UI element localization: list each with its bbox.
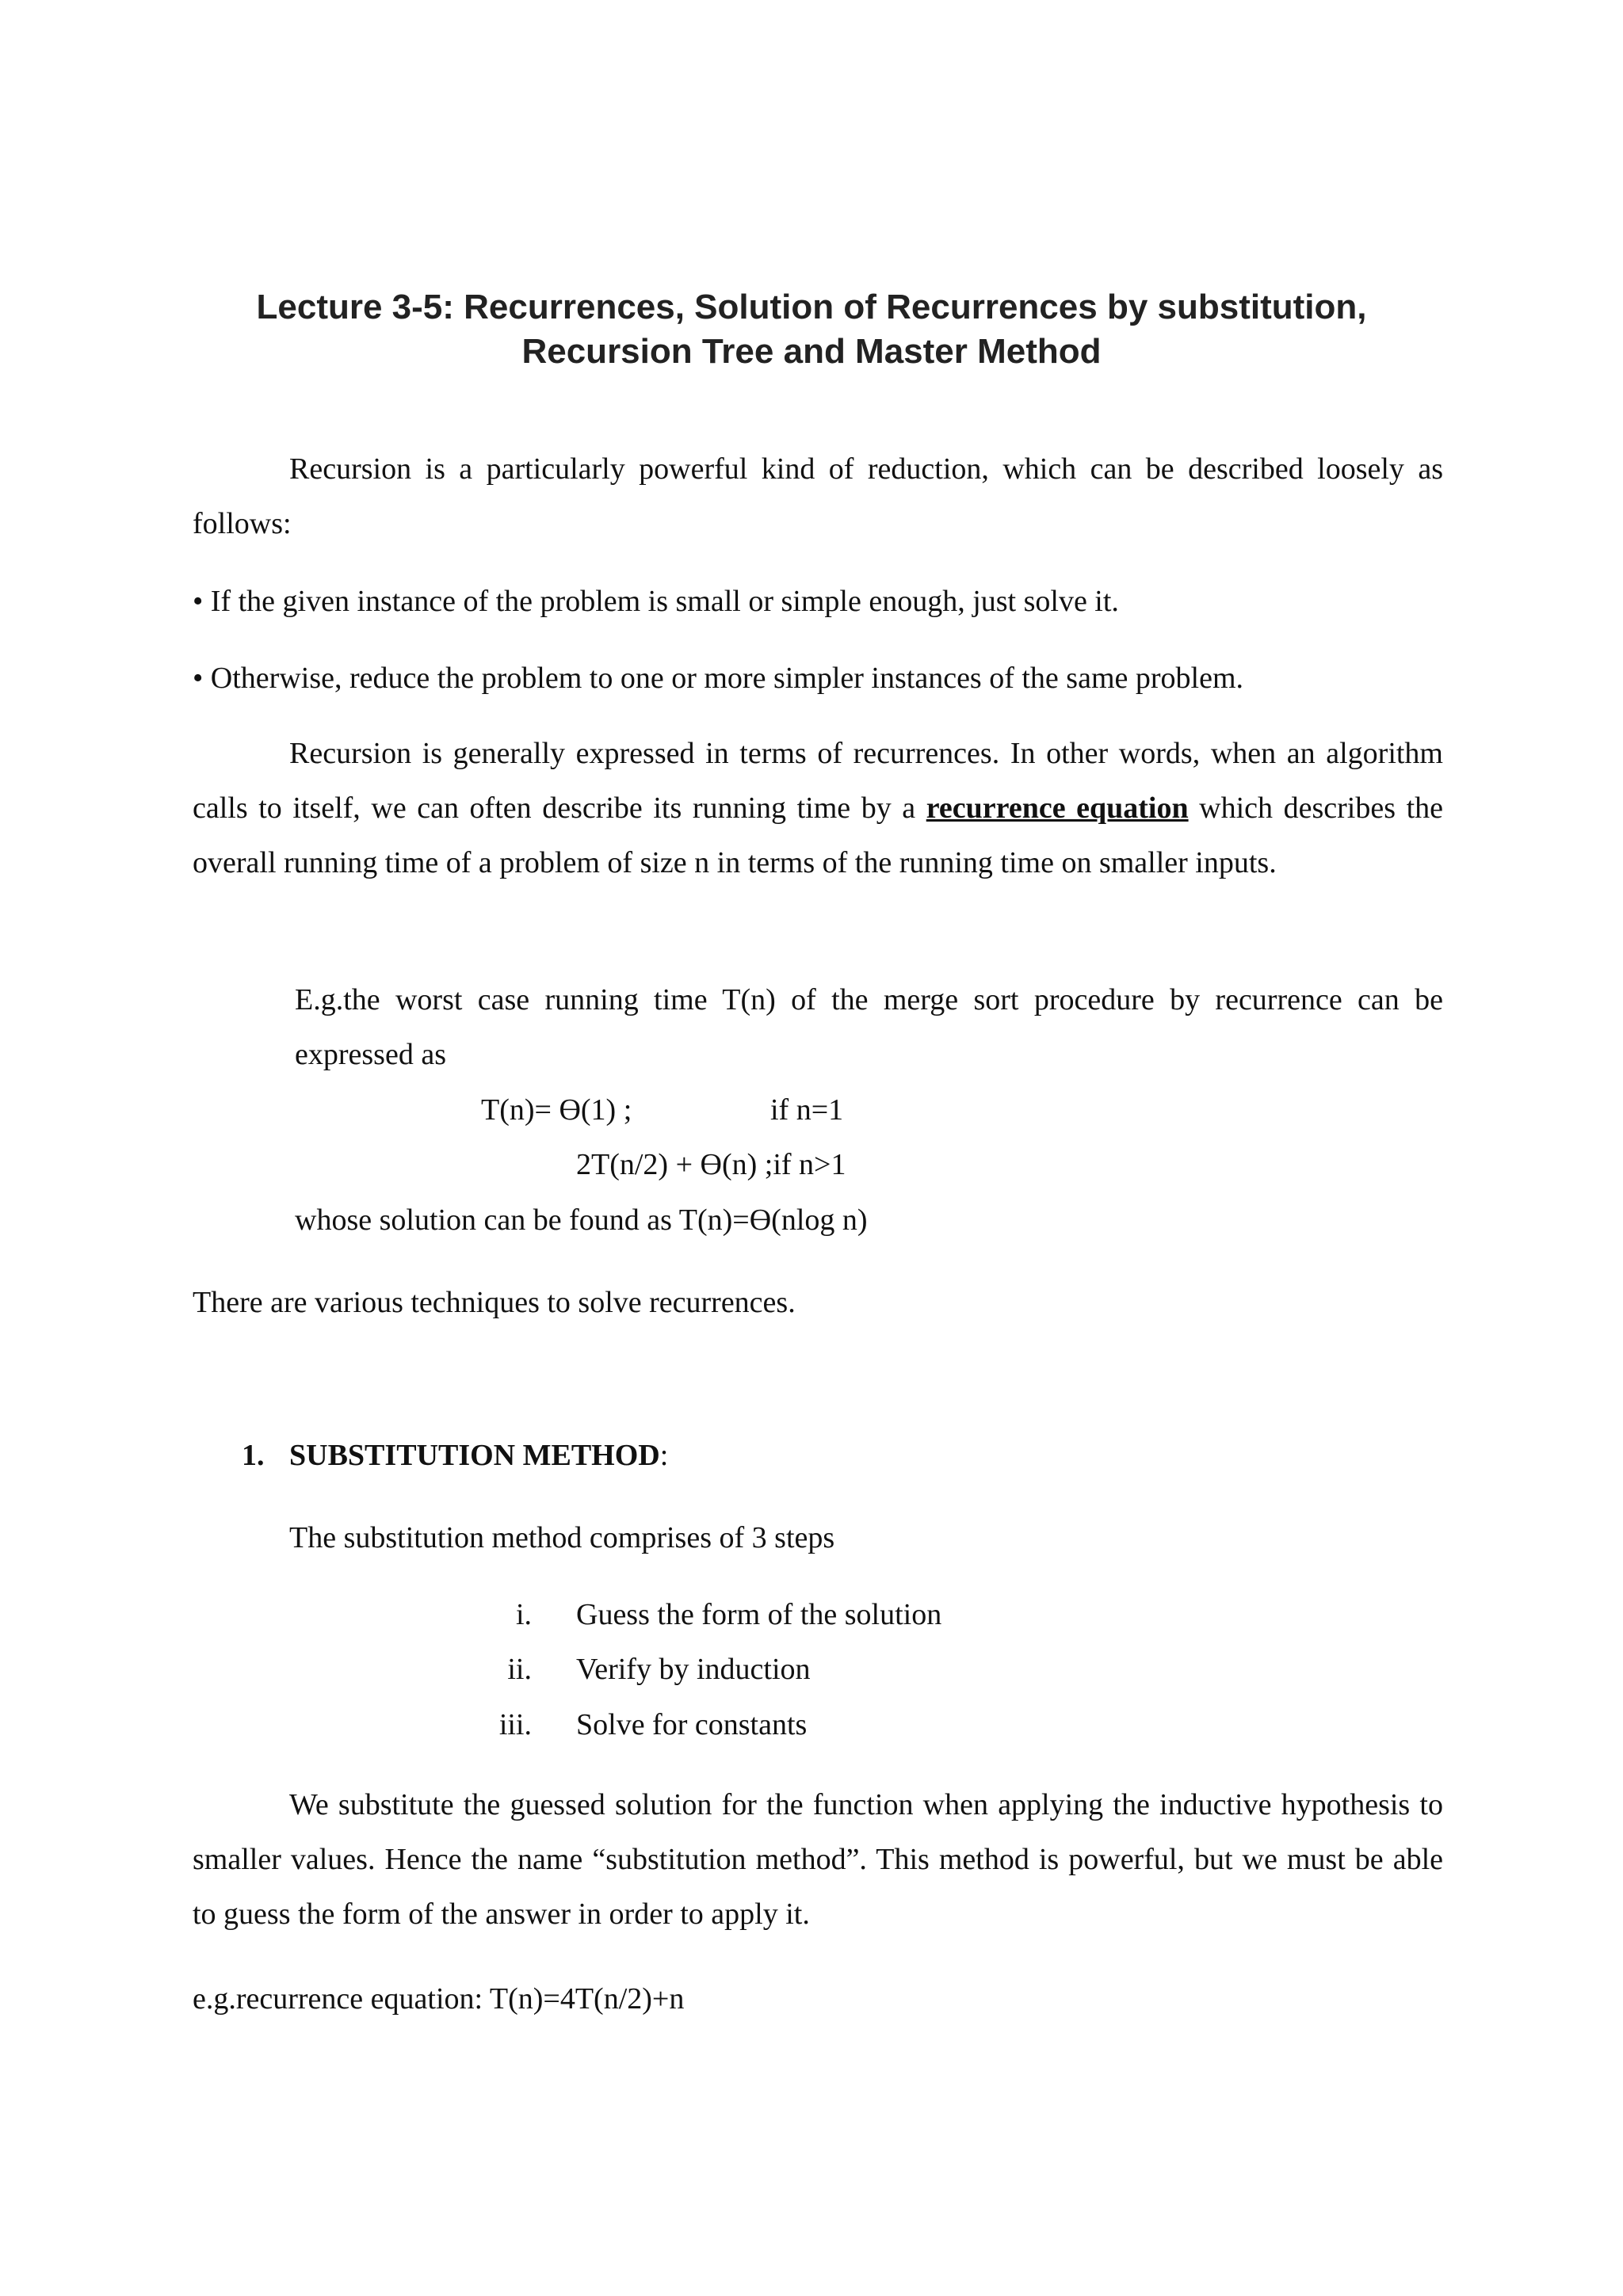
solution-line: whose solution can be found as T(n)=ϴ(nlog n) [295,1203,868,1237]
techniques-line: There are various techniques to solve recurrences. [193,1286,796,1319]
section-heading-colon: : [659,1439,669,1472]
step-text: Solve for constants [576,1708,808,1741]
title-line-2: Recursion Tree and Master Method [521,332,1102,371]
substitution-text: We substitute the guessed solution for the function when applying the inductive hypothesis to smaller values. Hence the name “substitution method”. This method is powerful, but we must be able to guess the form of the answer in order to apply it. [193,1788,1443,1931]
section-heading-text: SUBSTITUTION METHOD [289,1439,660,1472]
title-line-1: Lecture 3-5: Recurrences, Solution of Recurrences by substitution, [256,288,1367,326]
example-line-2: expressed as [295,1038,446,1071]
intro-paragraph [193,442,1443,551]
step-number: i. [515,1598,532,1631]
bullet-item: • If the given instance of the problem is small or simple enough, just solve it. [193,585,1119,618]
step-text: Verify by induction [576,1653,811,1686]
recurrence-paragraph [193,727,1443,891]
substitution-example: e.g.recurrence equation: T(n)=4T(n/2)+n [193,1982,685,2016]
recurrence-text-before: Recursion is generally expressed in terms of recurrences. In other words, when an algorithm calls to itself, we can often describe its running time by a [193,737,1443,825]
section-number: 1. [242,1439,265,1472]
page-title [158,285,1465,374]
step-text: Guess the form of the solution [576,1598,942,1631]
step-number: iii. [498,1708,532,1741]
recurrence-equation-term: recurrence equation [926,791,1189,825]
equation-case-2: 2T(n/2) + ϴ(n) ;if n>1 [576,1148,846,1181]
section-heading [289,1440,668,1470]
equation-case-1-condition: if n=1 [770,1093,844,1127]
bullet-item: • Otherwise, reduce the problem to one or more simpler instances of the same problem. [193,662,1244,695]
intro-text: Recursion is a particularly powerful kind of reduction, which can be described loosely as follows: [193,452,1443,540]
step-number: ii. [507,1653,532,1686]
substitution-paragraph [193,1778,1443,1942]
recurrence-text-after: which describes the overall running time of a problem of size n in terms of the running time on smaller inputs. [193,791,1443,879]
example-line-1: E.g.the worst case running time T(n) of the merge sort procedure by recurrence can be [295,983,1443,1016]
equation-case-1: T(n)= ϴ(1) ; [481,1093,632,1127]
section-intro: The substitution method comprises of 3 steps [289,1521,835,1554]
